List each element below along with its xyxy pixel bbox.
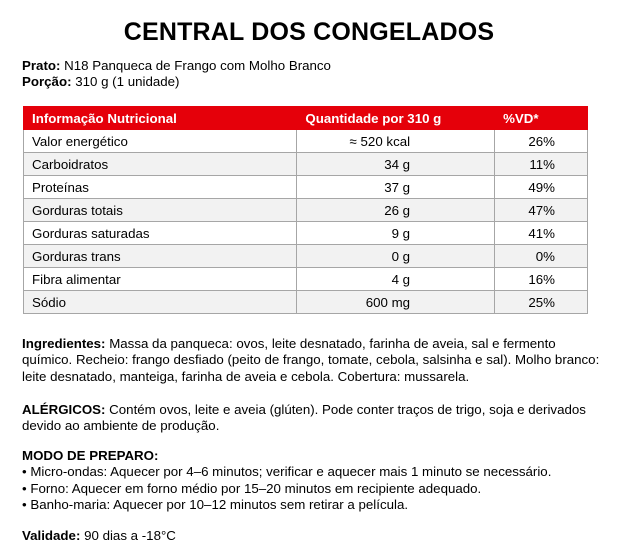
nutrient-dv: 0% [495, 245, 588, 268]
header-nutrient: Informação Nutricional [24, 107, 297, 130]
nutrient-dv: 41% [495, 222, 588, 245]
nutrient-quantity: 600 mg [297, 291, 495, 314]
nutrient-name: Proteínas [24, 176, 297, 199]
header-quantity: Quantidade por 310 g [297, 107, 495, 130]
nutrient-quantity: 9 g [297, 222, 495, 245]
table-row [24, 176, 588, 199]
table-row [24, 153, 588, 176]
portion-value: 310 g (1 unidade) [71, 74, 180, 89]
portion-line [22, 74, 179, 90]
table-row [24, 291, 588, 314]
nutrient-dv: 26% [495, 130, 588, 153]
allergens-section [22, 402, 602, 435]
dish-line [22, 58, 331, 74]
preparation-item: • Micro-ondas: Aquecer por 4–6 minutos; verificar e aquecer mais 1 minuto se necessário. [22, 464, 552, 480]
nutrient-quantity: 26 g [297, 199, 495, 222]
nutrient-dv: 49% [495, 176, 588, 199]
allergens-line [22, 402, 602, 418]
table-row [24, 268, 588, 291]
nutrient-name: Gorduras trans [24, 245, 297, 268]
preparation-item: • Banho-maria: Aquecer por 10–12 minutos sem retirar a película. [22, 496, 409, 512]
document-title: CENTRAL DOS CONGELADOS [123, 18, 495, 46]
ingredients-line: químico. Recheio: frango desfiado (peito de frango, tomate, cebola, salsinha e sal). Molho branco: [22, 352, 600, 368]
nutrient-quantity: 0 g [297, 245, 495, 268]
nutrient-name: Fibra alimentar [24, 268, 297, 291]
allergens-line: devido ao ambiente de produção. [22, 418, 220, 434]
ingredients-line: leite desnatado, manteiga, farinha de aveia e cebola. Cobertura: mussarela. [22, 368, 470, 384]
dish-name: N18 Panqueca de Frango com Molho Branco [60, 58, 331, 73]
nutrient-name: Gorduras totais [24, 199, 297, 222]
ingredients-section [22, 336, 602, 385]
nutrition-table [23, 106, 588, 314]
nutrient-dv: 11% [495, 153, 588, 176]
shelf-life-line [22, 528, 602, 544]
nutrient-dv: 16% [495, 268, 588, 291]
preparation-item: • Forno: Aquecer em forno médio por 15–20 minutos em recipiente adequado. [22, 480, 482, 496]
dish-label: Prato: [22, 58, 61, 73]
table-row [24, 222, 588, 245]
nutrient-quantity: 4 g [297, 268, 495, 291]
nutrient-dv: 47% [495, 199, 588, 222]
nutrient-quantity: 37 g [297, 176, 495, 199]
table-row [24, 199, 588, 222]
ingredients-text: Massa da panqueca: ovos, leite desnatado, farinha de aveia, sal e fermento [105, 336, 556, 351]
nutrient-quantity: ≈ 520 kcal [297, 130, 495, 153]
portion-label: Porção: [22, 74, 72, 89]
table-row [24, 245, 588, 268]
preparation-heading: MODO DE PREPARO: [22, 448, 159, 463]
nutrient-name: Carboidratos [24, 153, 297, 176]
header-dv: %VD* [495, 107, 588, 130]
ingredients-line [22, 336, 602, 352]
nutrient-dv: 25% [495, 291, 588, 314]
nutrition-table-header [24, 107, 588, 130]
allergens-text: Contém ovos, leite e aveia (glúten). Pode conter traços de trigo, soja e derivados [105, 402, 586, 417]
table-row [24, 130, 588, 153]
shelf-life-value: 90 dias a -18°C [80, 528, 176, 543]
ingredients-label: Ingredientes: [22, 336, 106, 351]
shelf-life-label: Validade: [22, 528, 81, 543]
allergens-label: ALÉRGICOS: [22, 402, 106, 417]
nutrient-quantity: 34 g [297, 153, 495, 176]
preparation-section [22, 448, 602, 513]
nutrient-name: Sódio [24, 291, 297, 314]
nutrient-name: Valor energético [24, 130, 297, 153]
nutrient-name: Gorduras saturadas [24, 222, 297, 245]
